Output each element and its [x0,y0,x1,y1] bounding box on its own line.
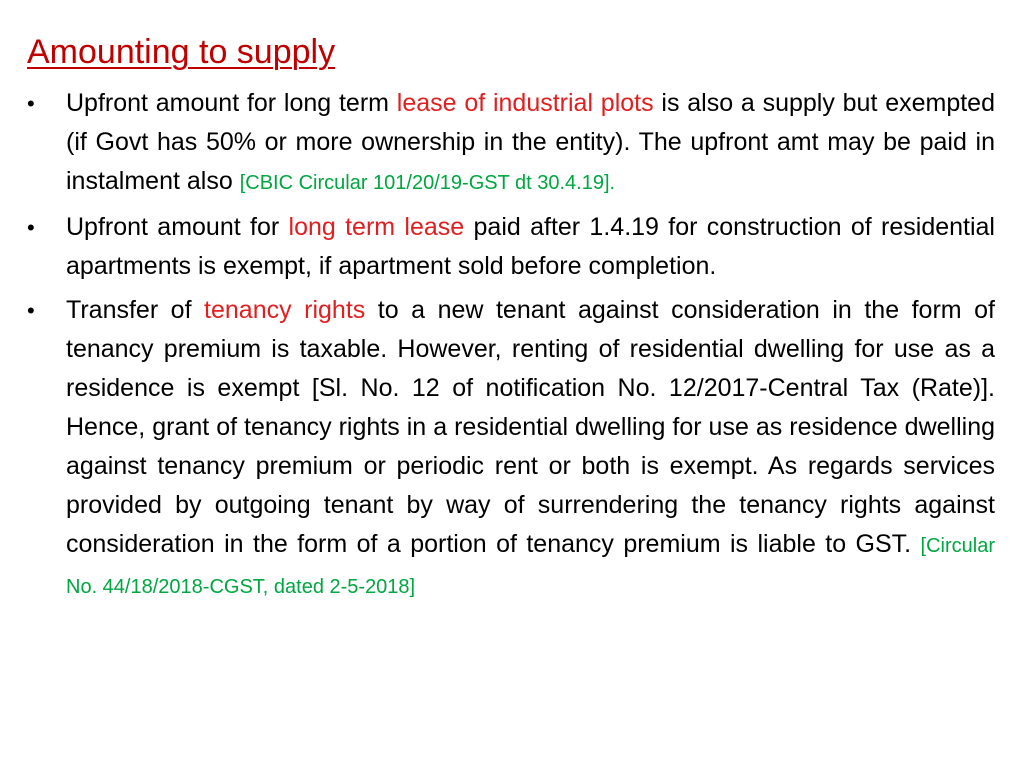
bullet-list [27,84,995,612]
bullet-text: to a new tenant against consideration in the form of tenancy premium is taxable. However, renting of residential dwelling for use as a residence is exempt [Sl. No. 12 of notification No. 12/2017-Central Tax (Rate)]. Hence, grant of tenancy rights in a residential dwelling for use as residence dwelling against tenancy premium or periodic rent or both is exempt. As regards services provided by outgoing tenant by way of surrendering the tenancy rights against consideration in the form of a portion of tenancy premium is liable to GST. [66,296,995,558]
bullet-item-industrial-plots [27,84,995,203]
highlight-text: lease of industrial plots [396,89,654,117]
bullet-item-tenancy-rights [27,291,995,607]
bullet-text: paid after 1.4.19 for construction of residential apartments is exempt, if apartment sold before completion. [66,213,995,280]
bullet-item-long-term-lease [27,208,995,286]
bullet-text: Upfront amount for [66,213,289,241]
highlight-text: tenancy rights [204,296,366,324]
bullet-dot-icon: • [27,298,35,323]
highlight-text: long term lease [288,213,465,241]
reference-text: [Circular No. 44/18/2018-CGST, dated 2-5-2018] [66,535,995,598]
slide-title: Amounting to supply [27,33,336,71]
reference-text: [CBIC Circular 101/20/19-GST dt 30.4.19]. [239,172,616,194]
bullet-text: Upfront amount for long term [66,89,397,117]
bullet-text: is also a supply but exempted (if Govt has 50% or more ownership in the entity). The upfront amt may be paid in instalment also [66,89,995,195]
bullet-text: Transfer of [66,296,205,324]
bullet-dot-icon: • [27,91,35,116]
bullet-dot-icon: • [27,215,35,240]
